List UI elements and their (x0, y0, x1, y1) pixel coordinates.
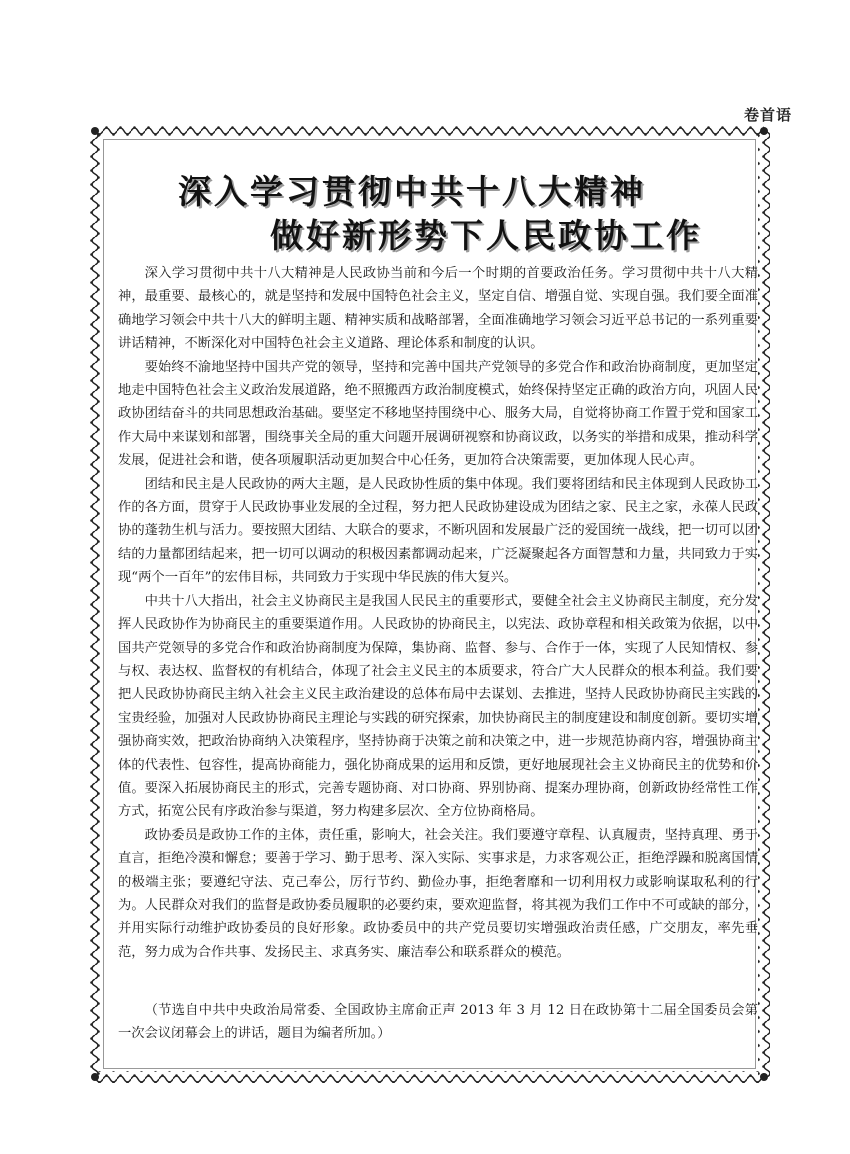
paragraph-4: 中共十八大指出，社会主义协商民主是我国人民民主的重要形式，要健全社会主义协商民主制度，充分发挥人民政协作为协商民主的重要渠道作用。人民政协的协商民主，以宪法、政协章程和相关政策为依据，以中国共产党领导的多党合作和政治协商制度为保障，集协商、监督、参与、合作于一体，实现了人民知情权、参与权、表达权、监督权的有机结合，体现了社会主义民主的本质要求，符合广大人民群众的根本利益。我们要把人民政协协商民主纳入社会主义民主政治建设的总体布局中去谋划、去推进，坚持人民政协协商民主实践的宝贵经验，加强对人民政协协商民主理论与实践的研究探索，加快协商民主的制度建设和制度创新。要切实增强协商实效，把政治协商纳入决策程序，坚持协商于决策之前和决策之中，进一步规范协商内容，增强协商主体的代表性、包容性，提高协商能力，强化协商成果的运用和反馈，更好地展现社会主义协商民主的优势和价值。要深入拓展协商民主的形式，完善专题协商、对口协商、界别协商、提案办理协商，创新政协经常性工作方式，拓宽公民有序政治参与渠道，努力构建多层次、全方位协商格局。 (118, 593, 758, 820)
section-label: 卷首语 (743, 106, 792, 124)
source-note-text: （节选自中共中央政治局常委、全国政协主席俞正声 2013 年 3 月 12 日在政协第十二届全国委员会第一次会议闭幕会上的讲话，题目为编者所加。） (118, 1003, 758, 1042)
paragraph-1: 深入学习贯彻中共十八大精神是人民政协当前和今后一个时期的首要政治任务。学习贯彻中共十八大精神，最重要、最核心的，就是坚持和发展中国特色社会主义，坚定自信、增强自觉、实现自强。我们要全面准确地学习领会中共十八大的鲜明主题、精神实质和战略部署，全面准确地学习领会习近平总书记的一系列重要讲话精神，不断深化对中国特色社会主义道路、理论体系和制度的认识。 (118, 266, 758, 352)
paragraph-5: 政协委员是政协工作的主体，责任重，影响大，社会关注。我们要遵守章程、认真履责，坚持真理、勇于直言，拒绝冷漠和懈怠；要善于学习、勤于思考、深入实际、实事求是，力求客观公正，拒绝浮躁和脱离国情的极端主张；要遵纪守法、克己奉公，厉行节约、勤俭办事，拒绝奢靡和一切利用权力或影响谋取私利的行为。人民群众对我们的监督是政协委员履职的必要约束，要欢迎监督，将其视为我们工作中不可或缺的部分，并用实际行动维护政协委员的良好形象。政协委员中的共产党员要切实增强政治责任感，广交朋友，率先垂范，努力成为合作共事、发扬民主、求真务实、廉洁奉公和联系群众的模范。 (118, 827, 758, 960)
paragraph-3: 团结和民主是人民政协的两大主题，是人民政协性质的集中体现。我们要将团结和民主体现到人民政协工作的各方面，贯穿于人民政协事业发展的全过程，努力把人民政协建设成为团结之家、民主之家，永葆人民政协的蓬勃生机与活力。要按照大团结、大联合的要求，不断巩固和发展最广泛的爱国统一战线，把一切可以团结的力量都团结起来，把一切可以调动的积极因素都调动起来，广泛凝聚起各方面智慧和力量，共同致力于实现“两个一百年”的宏伟目标，共同致力于实现中华民族的伟大复兴。 (118, 476, 758, 586)
source-note (118, 999, 758, 1046)
paragraph-2: 要始终不渝地坚持中国共产党的领导，坚持和完善中国共产党领导的多党合作和政治协商制度，更加坚定地走中国特色社会主义政治发展道路，绝不照搬西方政治制度模式，始终保持坚定正确的政治方向，巩固人民政协团结奋斗的共同思想政治基础。要坚定不移地坚持围绕中心、服务大局，自觉将协商工作置于党和国家工作大局中来谋划和部署，围绕事关全局的重大问题开展调研视察和协商议政，以务实的举措和成果，推动科学发展，促进社会和谐，使各项履职活动更加契合中心任务，更加符合决策需要，更加体现人民心声。 (118, 359, 758, 469)
article-body (118, 262, 758, 964)
article-title-line-1: 深入学习贯彻中共十八大精神 (178, 172, 646, 211)
article-title-line-2: 做好新形势下人民政协工作 (270, 216, 702, 255)
